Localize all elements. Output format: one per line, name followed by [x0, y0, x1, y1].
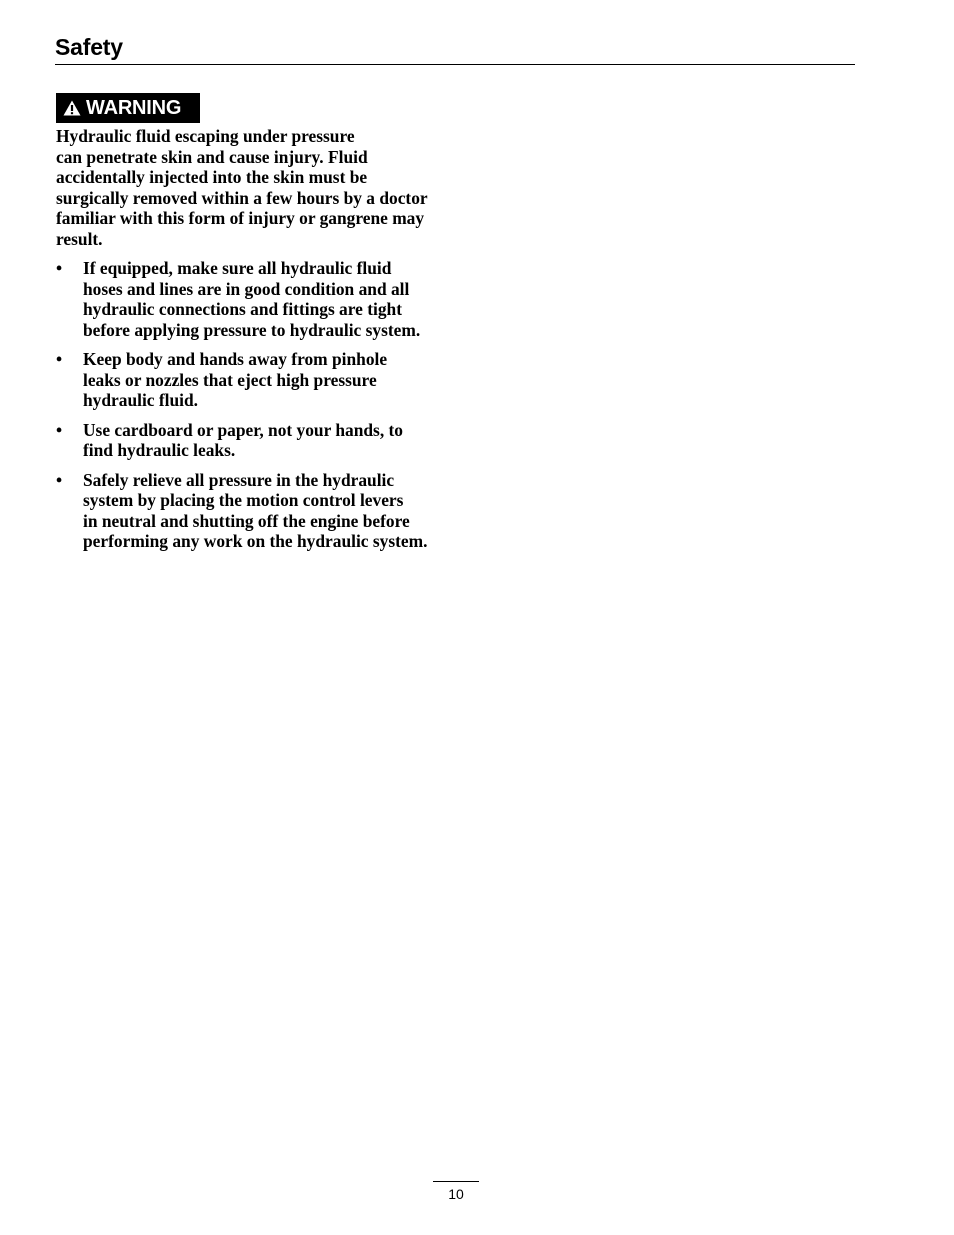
intro-line: result. [56, 228, 103, 249]
intro-line: Hydraulic fluid escaping under pressure [56, 126, 355, 146]
bullet-line: Use cardboard or paper, not your hands, to [83, 419, 404, 440]
intro-line: can penetrate skin and cause injury. Fluid [56, 146, 368, 167]
bullet-line: before applying pressure to hydraulic system. [83, 319, 421, 340]
bullet-line: performing any work on the hydraulic system. [83, 531, 428, 551]
bullet-symbol: • [56, 469, 63, 490]
bullet-line: hydraulic connections and fittings are tight [83, 299, 403, 319]
intro-line: accidentally injected into the skin must be [56, 167, 368, 187]
bullet-item [56, 349, 456, 411]
warning-intro [56, 126, 456, 249]
bullet-item [56, 258, 456, 340]
bullet-symbol: • [56, 419, 63, 440]
bullet-line: system by placing the motion control levers [83, 490, 404, 510]
bullet-line: find hydraulic leaks. [83, 440, 236, 460]
bullet-line: hoses and lines are in good condition and all [83, 278, 410, 299]
bullet-line: Safely relieve all pressure in the hydraulic [83, 469, 395, 490]
warning-body [56, 126, 456, 552]
warning-bullet-list [56, 258, 456, 552]
bullet-line: If equipped, make sure all hydraulic fluid [83, 258, 392, 278]
bullet-symbol: • [56, 349, 63, 369]
footer-divider [433, 1181, 479, 1182]
bullet-line: in neutral and shutting off the engine before [83, 510, 410, 531]
bullet-item [56, 420, 456, 461]
warning-triangle-icon [63, 100, 81, 116]
bullet-line: hydraulic fluid. [83, 390, 199, 410]
page-title: Safety [55, 34, 123, 60]
title-divider [55, 64, 855, 65]
warning-label: WARNING [86, 97, 182, 119]
intro-line: familiar with this form of injury or gangrene may [56, 208, 425, 228]
warning-badge [56, 93, 200, 123]
bullet-symbol: • [56, 258, 63, 278]
intro-line: surgically removed within a few hours by a doctor [56, 187, 428, 208]
bullet-item [56, 470, 456, 552]
page-number: 10 [448, 1186, 464, 1202]
bullet-line: Keep body and hands away from pinhole [83, 349, 388, 369]
bullet-line: leaks or nozzles that eject high pressure [83, 369, 377, 390]
